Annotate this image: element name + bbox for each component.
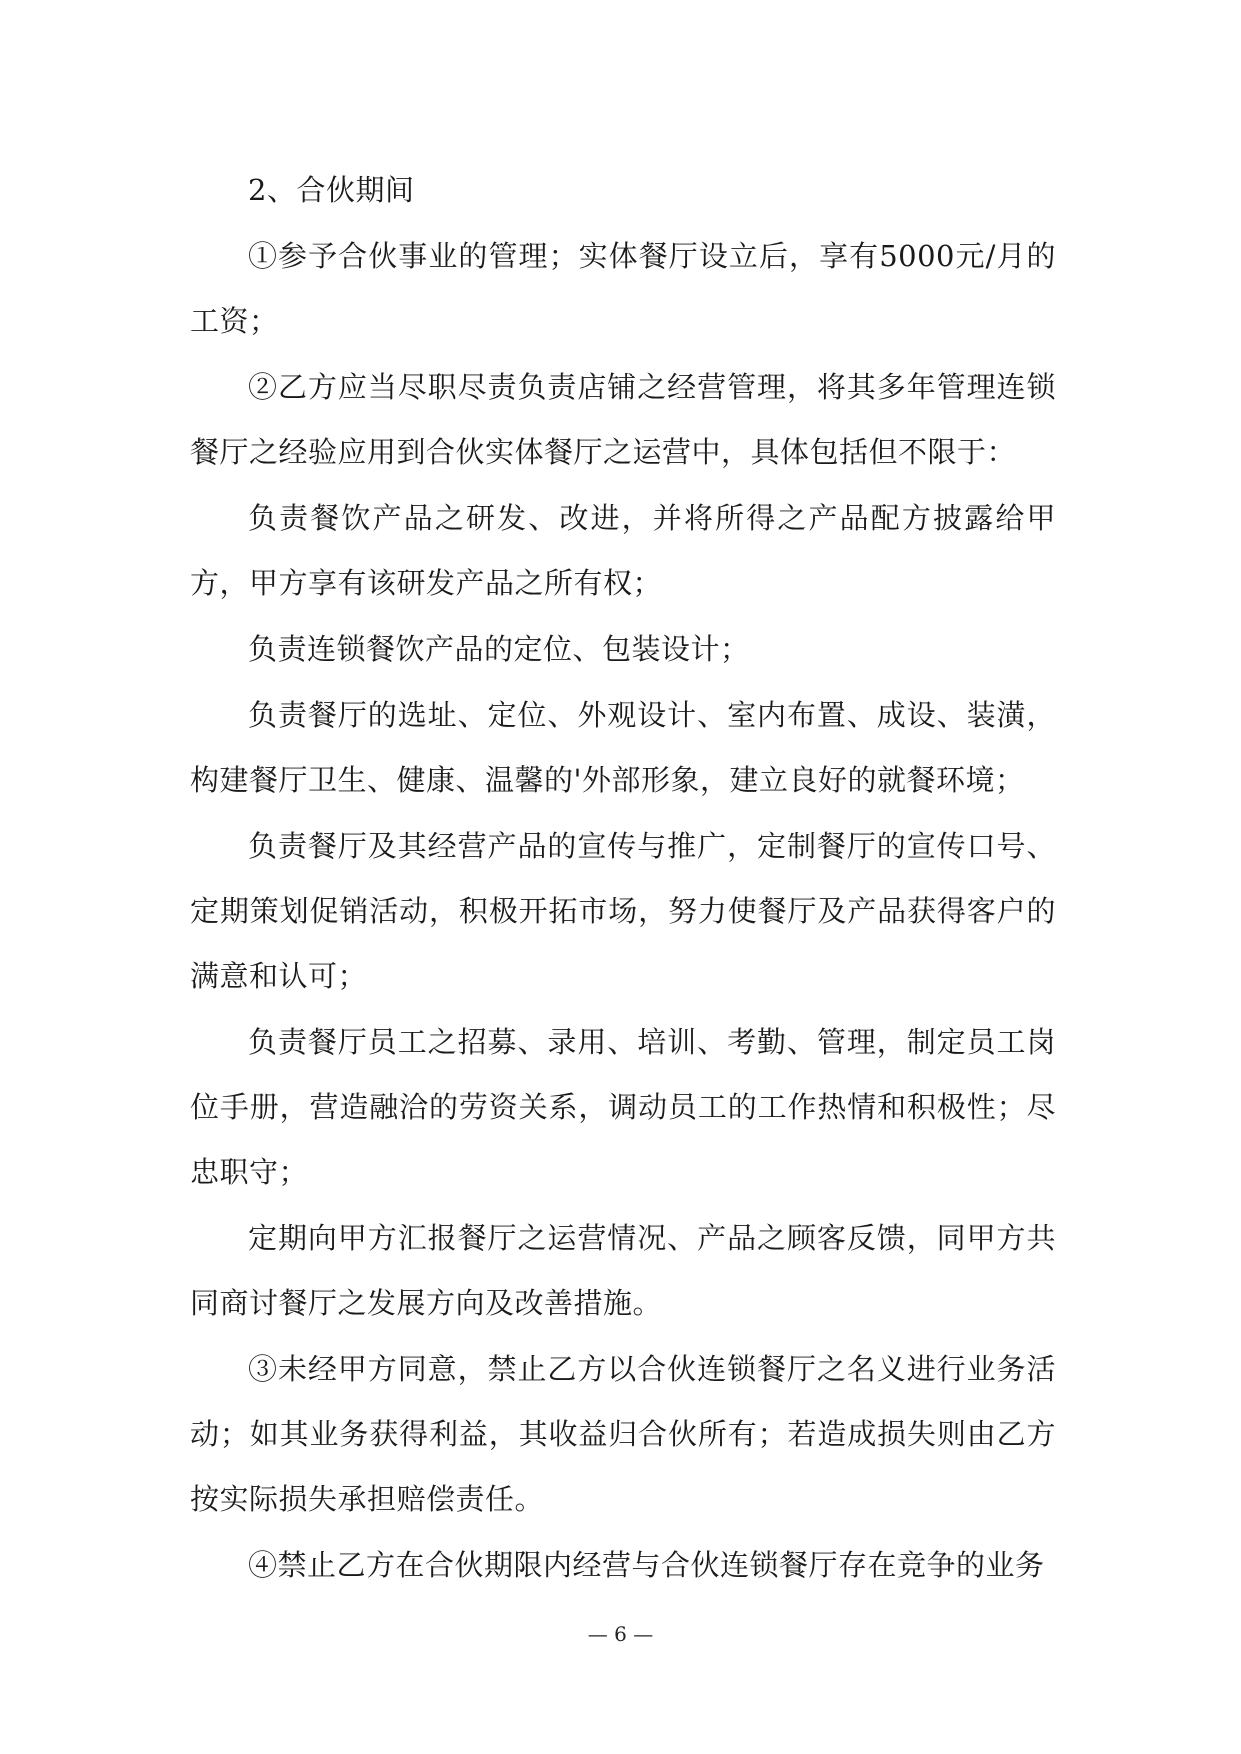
body-text — [190, 158, 1056, 1599]
paragraph-clause-1: ①参予合伙事业的管理；实体餐厅设立后，享有5000元/月的工资； — [190, 239, 1056, 338]
page-number: — 6 — — [587, 1622, 654, 1646]
paragraph-duty-staff: 负责餐厅员工之招募、录用、培训、考勤、管理，制定员工岗位手册，营造融洽的劳资关系，调动员工的工作热情和积极性；尽忠职守； — [190, 1025, 1056, 1189]
paragraph-clause-4: ④禁止乙方在合伙期限内经营与合伙连锁餐厅存在竞争的业务 — [248, 1548, 1045, 1582]
paragraph-clause-3: ③未经甲方同意，禁止乙方以合伙连锁餐厅之名义进行业务活动；如其业务获得利益，其收益归合伙所有；若造成损失则由乙方按实际损失承担赔偿责任。 — [190, 1352, 1056, 1516]
paragraph-duty-site: 负责餐厅的选址、定位、外观设计、室内布置、成设、装潢，构建餐厅卫生、健康、温馨的'外部形象，建立良好的就餐环境； — [190, 698, 1056, 797]
paragraph-duty-promotion: 负责餐厅及其经营产品的宣传与推广，定制餐厅的宣传口号、定期策划促销活动，积极开拓市场，努力使餐厅及产品获得客户的满意和认可； — [190, 829, 1056, 993]
paragraph-duty-research: 负责餐饮产品之研发、改进，并将所得之产品配方披露给甲方，甲方享有该研发产品之所有权； — [190, 501, 1056, 600]
paragraph-clause-2: ②乙方应当尽职尽责负责店铺之经营管理，将其多年管理连锁餐厅之经验应用到合伙实体餐厅之运营中，具体包括但不限于： — [190, 370, 1056, 469]
paragraph-duty-report: 定期向甲方汇报餐厅之运营情况、产品之顾客反馈，同甲方共同商讨餐厅之发展方向及改善措施。 — [190, 1221, 1056, 1320]
paragraph-section-title: 2、合伙期间 — [248, 173, 415, 207]
paragraph-duty-packaging: 负责连锁餐饮产品的定位、包装设计； — [248, 632, 750, 666]
